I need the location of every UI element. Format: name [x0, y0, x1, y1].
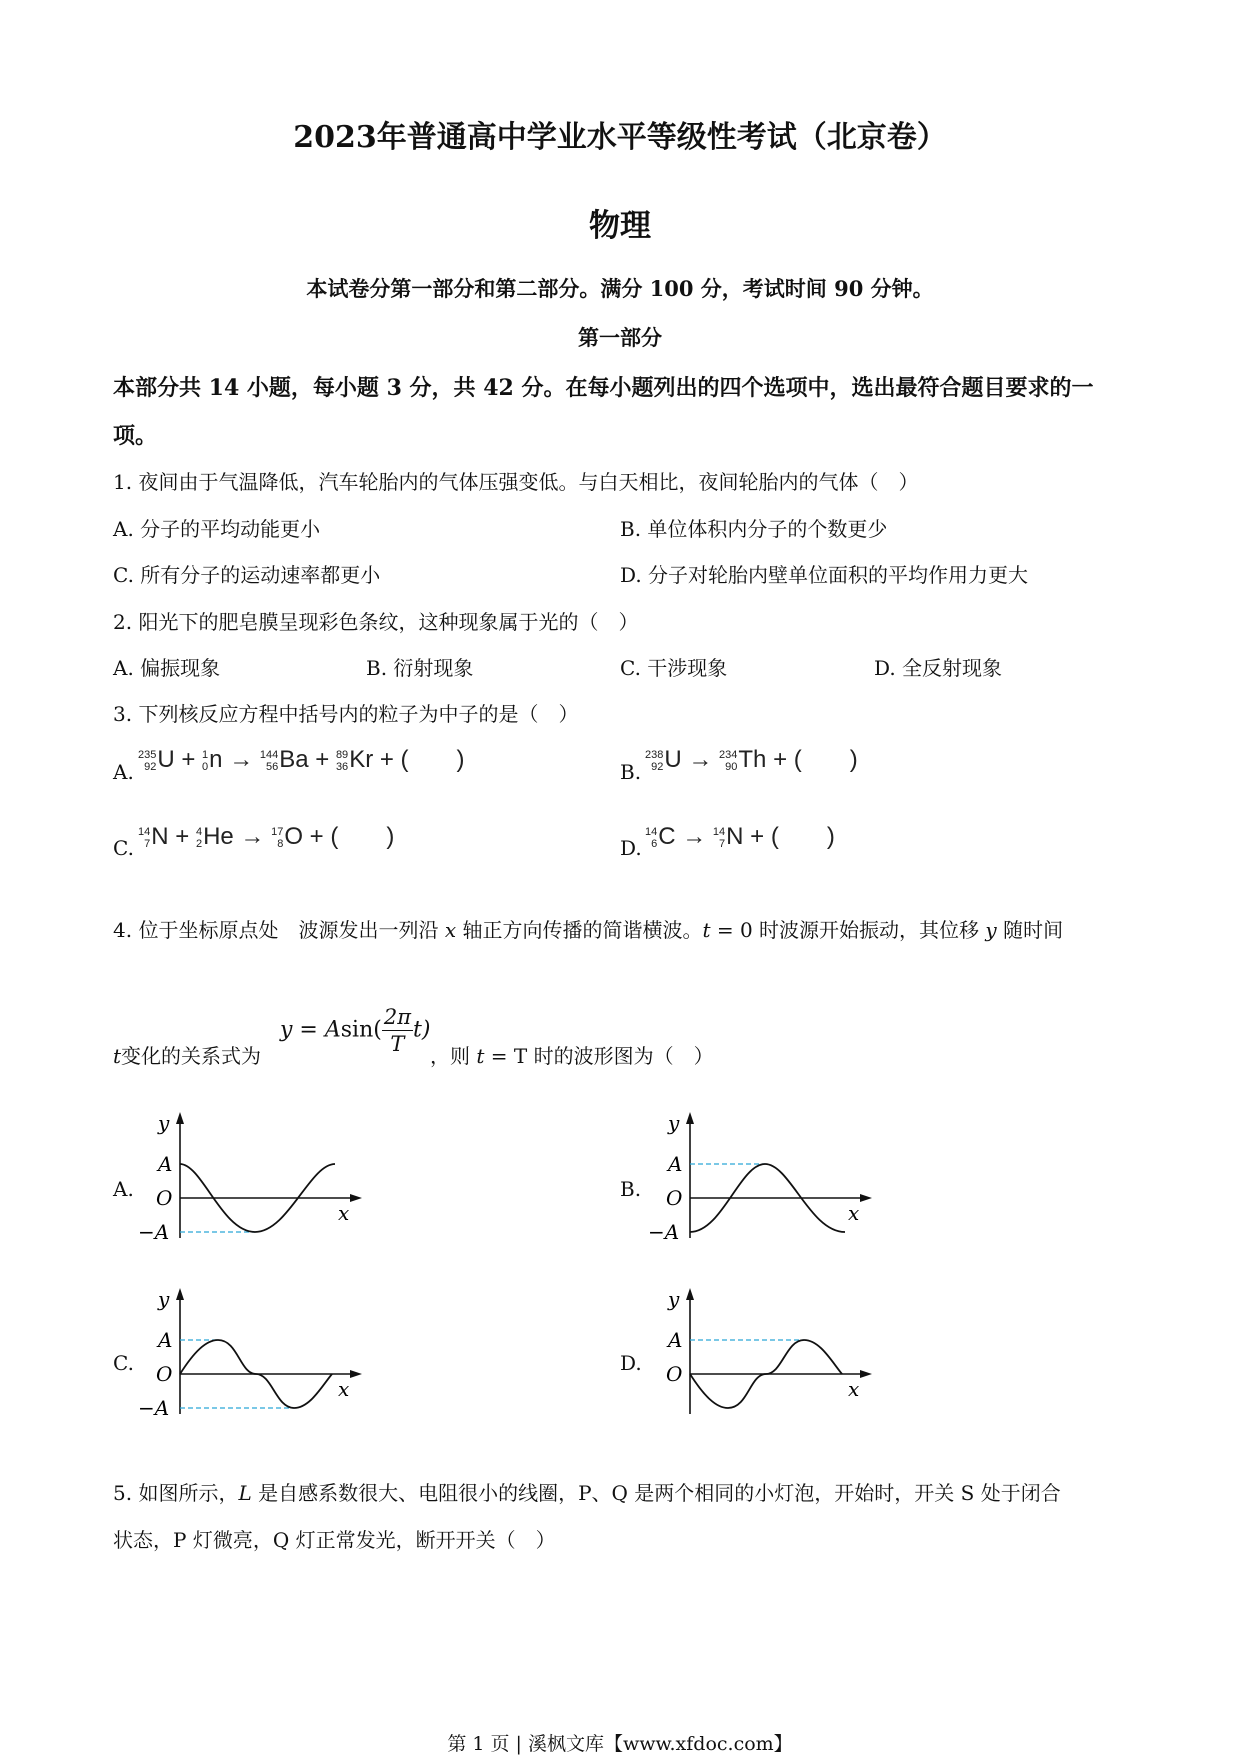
page-footer: 第 1 页 | 溪枫文库【www.xfdoc.com】	[447, 1733, 793, 1755]
q1-option-c: C. 所有分子的运动速率都更小	[113, 563, 381, 587]
q3-label-b: B.	[620, 760, 642, 784]
q3-equation-c: 14 7 N + 4 2 He → 17 8 O + ( )	[138, 823, 395, 850]
q2-stem: 2. 阳光下的肥皂膜呈现彩色条纹，这种现象属于光的（ ）	[113, 610, 639, 634]
q4-graph-b	[648, 1110, 890, 1250]
q1-option-d: D. 分子对轮胎内壁单位面积的平均作用力更大	[620, 563, 1029, 587]
svg-text:y: y	[158, 1287, 170, 1311]
svg-text:x: x	[848, 1201, 860, 1225]
q1-option-a: A. 分子的平均动能更小	[113, 517, 321, 541]
q4-graph-d	[660, 1286, 890, 1426]
exam-intro: 本试卷分第一部分和第二部分。满分 100 分，考试时间 90 分钟。	[306, 276, 934, 301]
svg-text:O: O	[666, 1362, 683, 1386]
q1-option-b: B. 单位体积内分子的个数更少	[620, 517, 888, 541]
svg-text:x: x	[338, 1377, 350, 1401]
q4-graph-label-d: D.	[620, 1351, 642, 1375]
tick-pos-label: A	[158, 1152, 173, 1176]
q1-stem: 1. 夜间由于气温降低，汽车轮胎内的气体压强变低。与白天相比，夜间轮胎内的气体（ ）	[113, 470, 919, 494]
svg-text:−A: −A	[648, 1220, 680, 1244]
svg-text:A: A	[158, 1328, 173, 1352]
q3-equation-b: 238 92 U → 234 90 Th + ( )	[645, 746, 858, 773]
svg-text:y: y	[668, 1287, 680, 1311]
axis-y-label: y	[158, 1111, 170, 1135]
q2-option-c: C. 干涉现象	[620, 656, 728, 680]
x-axis-arrow	[350, 1194, 362, 1202]
svg-text:−A: −A	[138, 1396, 170, 1420]
q4-graph-label-c: C.	[113, 1351, 134, 1375]
subject-title: 物理	[589, 208, 651, 244]
svg-text:O: O	[666, 1186, 683, 1210]
q2-option-b: B. 衍射现象	[366, 656, 474, 680]
q3-label-c: C.	[113, 836, 134, 860]
q4-formula: y = Asin( $\frac{2\pi}{T}$ t)	[280, 1005, 431, 1056]
y-axis-arrow	[176, 1112, 184, 1124]
q4-graph-label-a: A.	[113, 1177, 134, 1201]
q3-equation-d: 14 6 C → 14 7 N + ( )	[645, 823, 835, 850]
svg-text:x: x	[848, 1377, 860, 1401]
part-instruction: 本部分共 14 小题，每小题 3 分，共 42 分。在每小题列出的四个选项中，选出最符合题目要求的一项。	[113, 375, 1094, 449]
q5-stem-line1: 5. 如图所示，L 是自感系数很大、电阻很小的线圈，P、Q 是两个相同的小灯泡，开始时，开关 S 处于闭合	[113, 1481, 1061, 1505]
tick-neg-label: −A	[138, 1220, 170, 1244]
q2-option-a: A. 偏振现象	[113, 656, 221, 680]
origin-label: O	[156, 1186, 173, 1210]
q4-stem-line2: t变化的关系式为	[113, 1044, 262, 1068]
q3-label-d: D.	[620, 836, 642, 860]
svg-text:O: O	[156, 1362, 173, 1386]
q4-stem-line2-end: ，则 t = T 时的波形图为（ ）	[430, 1044, 714, 1068]
part-title: 第一部分	[578, 325, 662, 350]
q4-stem-line1: 4. 位于坐标原点处 波源发出一列沿 x 轴正方向传播的简谐横波。t = 0 时波源开始振动，其位移 y 随时间	[113, 918, 1064, 942]
svg-text:A: A	[668, 1328, 683, 1352]
exam-title: 2023年普通高中学业水平等级性考试（北京卷）	[293, 120, 947, 155]
q4-graph-label-b: B.	[620, 1177, 642, 1201]
svg-text:y: y	[668, 1111, 680, 1135]
q2-option-d: D. 全反射现象	[874, 656, 1003, 680]
q3-label-a: A.	[113, 760, 134, 784]
q4-graph-a	[138, 1110, 380, 1250]
axis-x-label: x	[338, 1201, 350, 1225]
q4-graph-c	[138, 1286, 380, 1426]
q3-stem: 3. 下列核反应方程中括号内的粒子为中子的是（ ）	[113, 702, 579, 726]
q3-equation-a: 235 92 U + 1 0 n → 144 56 Ba + 89 36 Kr + ( )	[138, 746, 465, 773]
svg-text:A: A	[668, 1152, 683, 1176]
q5-stem-line2: 状态，P 灯微亮，Q 灯正常发光，断开开关（ ）	[113, 1528, 556, 1552]
